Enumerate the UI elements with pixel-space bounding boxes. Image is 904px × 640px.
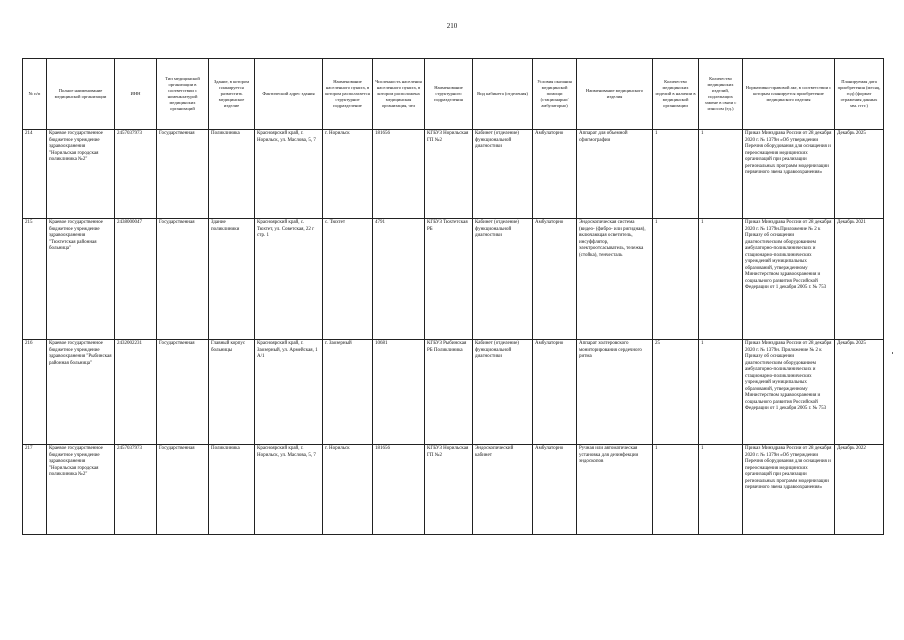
cell-cabinet: Кабинет (отделение) функциональной диагностики [473,219,533,340]
cell-device: Эндоскопическая система (видео- (фибро- или ригидная), включающая осветитель, инсуффлятор, электроотсасыватель, тележка (стойка), тенчесталь [577,219,653,340]
header-date: Планируемая дата приобретения (месяц, год) (формат отражения данных мм. гггг.) [835,59,884,130]
header-conditions: Условия оказания медицинской помощи (стационарно/амбулаторно) [533,59,577,130]
header-type: Тип медицинской организации в соответствии с номенклатурой медицинских организаций [157,59,209,130]
cell-type: Государственная [157,445,209,535]
cell-locality: г. Норильск [323,445,373,535]
cell-device: Ручная или автоматическая установка для дезинфекции эндоскопов [577,445,653,535]
header-locality: Наименование населенного пункта, в котором располагается структурное подразделение [323,59,373,130]
cell-org: Краевое государственное бюджетное учреждение здравоохранения "Норильская городская поликлиника №2" [47,130,115,219]
cell-inn: 2457037973 [115,130,157,219]
cell-date: Декабрь 2021 [835,219,884,340]
cell-act: Приказ Минздрава России от 28 декабря 2020 г. № 1379н. Приложение № 2 к Приказу об оснащении диагностическим оборудованием амбулаторно-поликлинических и стационарно-поликлинических учреждений муниципальных образований, утвержденному Министерством здравоохранения и социального развития Российской Федерации от 1 декабря 2005 г. № 753 [743,340,835,445]
header-qty-present: Количество медицинских изделий в наличии в медицинской организации [653,59,699,130]
cell-qty-replace: 1 [699,340,743,445]
cell-inn: 2457037973 [115,445,157,535]
cell-unit: КГБУЗ Норильская ГП №2 [425,445,473,535]
cell-address: Красноярский край, с. Тюхтет, ул. Советская, 22 г стр. 1 [255,219,323,340]
table-row [23,130,884,219]
cell-unit: КГБУЗ Тюхтетская РБ [425,219,473,340]
header-qty-replace: Количество медицинских изделий, подлежащих замене в связи с износом (ед.) [699,59,743,130]
cell-device: Аппарат холтеровского мониторирования сердечного ритма [577,340,653,445]
cell-qty-present: 1 [653,445,699,535]
cell-locality: г. Норильск [323,130,373,219]
header-org: Полное наименование медицинской организации [47,59,115,130]
table-header-row [23,59,884,130]
cell-cabinet: Кабинет (отделение) функциональной диагностики [473,340,533,445]
header-inn: ИНН [115,59,157,130]
cell-date: Декабрь 2025 [835,130,884,219]
cell-qty-replace: 1 [699,130,743,219]
cell-org: Краевое государственное бюджетное учреждение здравоохранения "Норильская городская поликлиника №2" [47,445,115,535]
cell-building: Поликлиника [209,130,255,219]
cell-address: Красноярский край, г. Норильск, ул. Маслова, 5, 7 [255,445,323,535]
table-row [23,445,884,535]
cell-num: 216 [23,340,47,445]
cell-address: Красноярский край, г. Норильск, ул. Маслова, 5, 7 [255,130,323,219]
header-num: № п/п [23,59,47,130]
table-row [23,219,884,340]
cell-building: Здание поликлиники [209,219,255,340]
equipment-table [22,58,884,535]
cell-unit: КГБУЗ Норильская ГП №2 [425,130,473,219]
cell-conditions: Амбулаторно [533,340,577,445]
cell-num: 215 [23,219,47,340]
cell-qty-replace: 1 [699,219,743,340]
cell-qty-present: 1 [653,219,699,340]
cell-date: Декабрь 2022 [835,445,884,535]
cell-num: 214 [23,130,47,219]
cell-inn: 2432002231 [115,340,157,445]
cell-inn: 2438000047 [115,219,157,340]
cell-building: Поликлиника [209,445,255,535]
cell-locality: с. Тюхтет [323,219,373,340]
cell-date: Декабрь 2025 [835,340,884,445]
cell-locality: г. Заозерный [323,340,373,445]
page-number: 210 [446,22,458,30]
header-unit: Наименование структурного подразделения [425,59,473,130]
table-row [23,340,884,445]
cell-num: 217 [23,445,47,535]
cell-population: 4791 [373,219,425,340]
cell-population: 181656 [373,130,425,219]
header-device: Наименование медицинского изделия [577,59,653,130]
cell-qty-present: 1 [653,130,699,219]
cell-device: Аппарат для объемной сфигмографии [577,130,653,219]
cell-population: 10681 [373,340,425,445]
cell-address: Красноярский край, г. Заозерный, ул. Армейская, 1 А/1 [255,340,323,445]
cell-conditions: Амбулаторно [533,219,577,340]
cell-cabinet: Эндоскопический кабинет [473,445,533,535]
scan-artifact [892,352,893,354]
header-building: Здание, в котором планируется разместить медицинское изделие [209,59,255,130]
cell-type: Государственная [157,340,209,445]
cell-conditions: Амбулаторно [533,130,577,219]
cell-org: Краевое государственное бюджетное учреждение здравоохранения "Тюхтетская районная больница" [47,219,115,340]
cell-population: 181656 [373,445,425,535]
cell-type: Государственная [157,219,209,340]
header-cabinet: Вид кабинета (отделения) [473,59,533,130]
cell-qty-present: 25 [653,340,699,445]
header-act: Нормативно-правовой акт, в соответствии с которым планируется приобретение медицинского изделия [743,59,835,130]
cell-unit: КГБУЗ Рыбинская РБ Поликлиника [425,340,473,445]
header-population: Численность населения населенного пункта, в котором расположена медицинская организация, чел [373,59,425,130]
cell-cabinet: Кабинет (отделение) функциональной диагностики [473,130,533,219]
cell-qty-replace: 1 [699,445,743,535]
cell-act: Приказ Минздрава России от 28 декабря 2020 г. № 1379н.Приложение № 2 к Приказу об оснащении диагностическим оборудованием амбулаторно-поликлинических и стационарно-поликлинических учреждений муниципальных образований, утвержденному Министерством здравоохранения и социального развития Российской Федерации от 1 декабря 2005 г. № 753 [743,219,835,340]
cell-building: Главный корпус больницы [209,340,255,445]
header-address: Фактический адрес здания [255,59,323,130]
cell-org: Краевое государственное бюджетное учреждение здравоохранения "Рыбинская районная больница" [47,340,115,445]
cell-type: Государственная [157,130,209,219]
cell-act: Приказ Минздрава России от 28 декабря 2020 г. № 1379н «Об утверждении Перечня оборудования для оснащения и переоснащения медицинских организаций при реализации региональных программ модернизации первичного звена здравоохранения» [743,130,835,219]
cell-conditions: Амбулаторно [533,445,577,535]
cell-act: Приказ Минздрава России от 28 декабря 2020 г. № 1379н «Об утверждении Перечня оборудования для оснащения и переоснащения медицинских организаций при реализации региональных программ модернизации первичного звена здравоохранения» [743,445,835,535]
